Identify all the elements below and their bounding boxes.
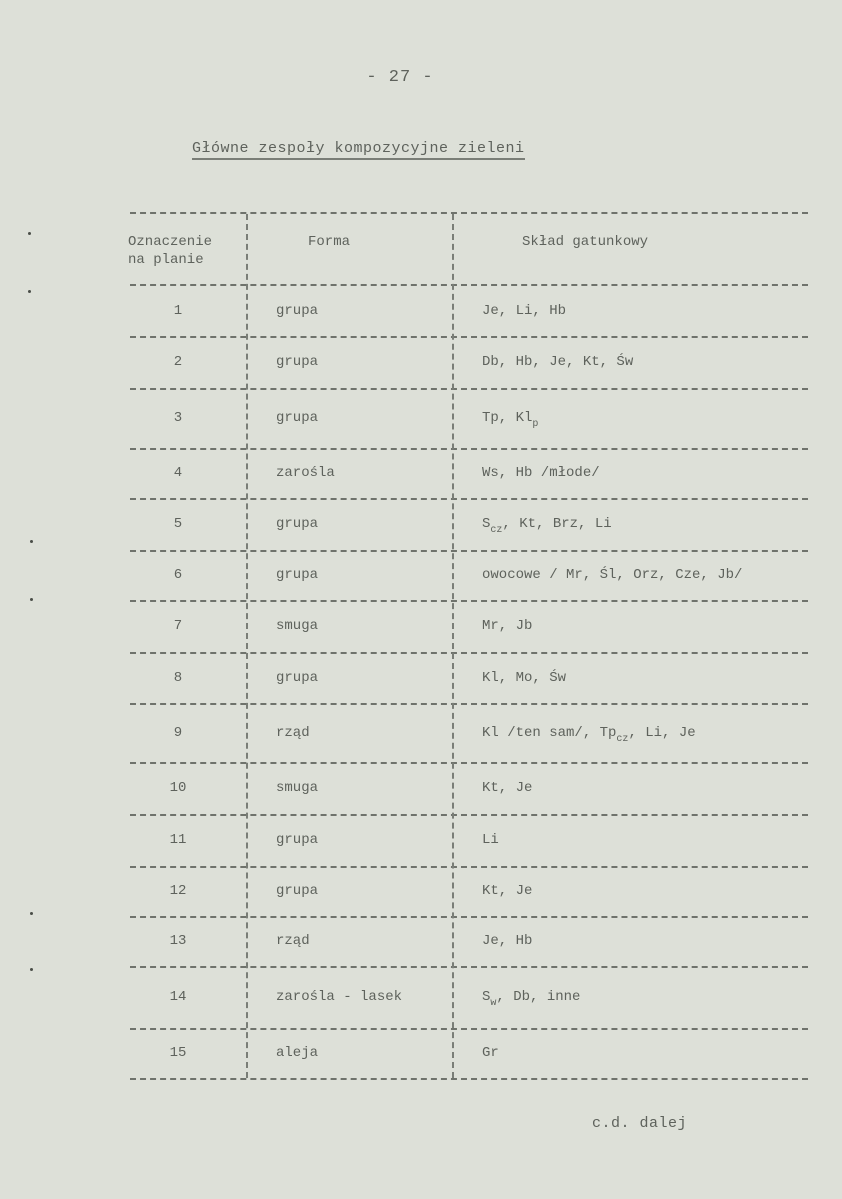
row-designation: 1 <box>173 302 183 319</box>
row-species <box>482 669 566 687</box>
header-species: Skład gatunkowy <box>522 234 649 250</box>
header-designation-line2: na planie <box>128 252 204 268</box>
table-rule <box>130 600 808 602</box>
row-designation: 2 <box>173 354 183 370</box>
species-text: Kl, Mo, Św <box>482 669 567 686</box>
species-text: S <box>482 989 491 1005</box>
species-subscript: cz <box>616 733 629 745</box>
species-text: Mr, Jb <box>482 618 533 634</box>
row-form: grupa <box>276 567 319 583</box>
document-title: Główne zespoły kompozycyjne zieleni <box>192 140 525 160</box>
row-species <box>482 882 532 900</box>
row-species <box>482 515 612 536</box>
header-form: Forma <box>308 234 351 250</box>
species-text: Tp, Kl <box>482 410 533 426</box>
table-rule <box>130 1078 808 1080</box>
row-form: zarośla <box>276 465 335 481</box>
species-text: Kt, Je <box>482 780 533 796</box>
row-form: grupa <box>276 883 319 899</box>
row-designation: 6 <box>173 567 183 583</box>
row-form: rząd <box>276 933 310 949</box>
row-form: grupa <box>276 669 319 686</box>
header-designation <box>128 233 212 269</box>
species-text-after: , Li, Je <box>628 724 696 741</box>
column-rule <box>452 214 454 1078</box>
row-form: aleja <box>276 1045 319 1061</box>
table-rule <box>130 388 808 390</box>
row-species <box>482 779 532 797</box>
species-text: Db, Hb, Je, Kt, Św <box>482 354 634 370</box>
row-species <box>482 409 539 430</box>
row-designation: 14 <box>169 989 187 1005</box>
row-designation: 10 <box>169 780 187 796</box>
species-subscript: p <box>532 419 539 430</box>
species-text: owocowe / Mr, Śl, Orz, Cze, Jb/ <box>482 567 743 583</box>
table-rule <box>130 448 808 450</box>
table-rule <box>130 550 808 552</box>
row-species <box>482 932 532 950</box>
species-text: S <box>482 516 491 532</box>
table-rule <box>130 814 808 816</box>
continued-note: c.d. dalej <box>592 1115 688 1132</box>
row-species <box>482 988 581 1009</box>
row-designation: 7 <box>173 618 183 634</box>
row-form: grupa <box>276 410 319 426</box>
header-designation-line1: Oznaczenie <box>128 234 213 250</box>
table-rule <box>130 966 808 968</box>
table-rule <box>130 212 808 214</box>
page-number: - 27 - <box>366 68 434 87</box>
row-species <box>482 1044 499 1062</box>
row-designation: 5 <box>173 516 183 532</box>
species-subscript: cz <box>490 525 503 536</box>
row-designation: 12 <box>169 883 187 899</box>
table-rule <box>130 336 808 338</box>
row-designation: 9 <box>173 724 183 741</box>
row-species <box>482 566 742 584</box>
row-species <box>482 464 600 482</box>
row-designation: 13 <box>169 933 187 949</box>
row-species <box>482 617 532 635</box>
table-rule <box>130 762 808 764</box>
row-form: rząd <box>276 724 310 741</box>
row-form: grupa <box>276 832 319 848</box>
species-text: Gr <box>482 1045 499 1061</box>
species-text: Kt, Je <box>482 883 533 899</box>
species-text: Je, Li, Hb <box>482 302 567 319</box>
row-species <box>482 353 633 371</box>
table-rule <box>130 703 808 705</box>
row-designation: 8 <box>173 669 183 686</box>
table-rule <box>130 1028 808 1030</box>
species-text-after: , Db, inne <box>496 989 581 1005</box>
row-form: grupa <box>276 516 319 532</box>
column-rule <box>246 214 248 1078</box>
species-text: Je, Hb <box>482 933 533 949</box>
row-form: smuga <box>276 780 319 796</box>
row-species <box>482 831 499 849</box>
table-rule <box>130 916 808 918</box>
row-species <box>482 724 696 745</box>
table-rule <box>130 652 808 654</box>
species-subscript: w <box>490 998 497 1009</box>
table-rule <box>130 866 808 868</box>
row-designation: 4 <box>173 465 183 481</box>
species-text-after: , Kt, Brz, Li <box>502 516 612 532</box>
row-form: grupa <box>276 354 319 370</box>
table-rule <box>130 284 808 286</box>
species-text: Li <box>482 832 499 848</box>
row-form: smuga <box>276 618 319 634</box>
row-species <box>482 302 566 320</box>
row-designation: 11 <box>169 832 187 848</box>
species-text: Ws, Hb /młode/ <box>482 465 600 481</box>
species-text: Kl /ten sam/, Tp <box>482 724 617 741</box>
row-form: grupa <box>276 302 319 319</box>
row-form: zarośla - lasek <box>276 989 403 1005</box>
row-designation: 15 <box>169 1045 187 1061</box>
table-rule <box>130 498 808 500</box>
row-designation: 3 <box>173 410 183 426</box>
